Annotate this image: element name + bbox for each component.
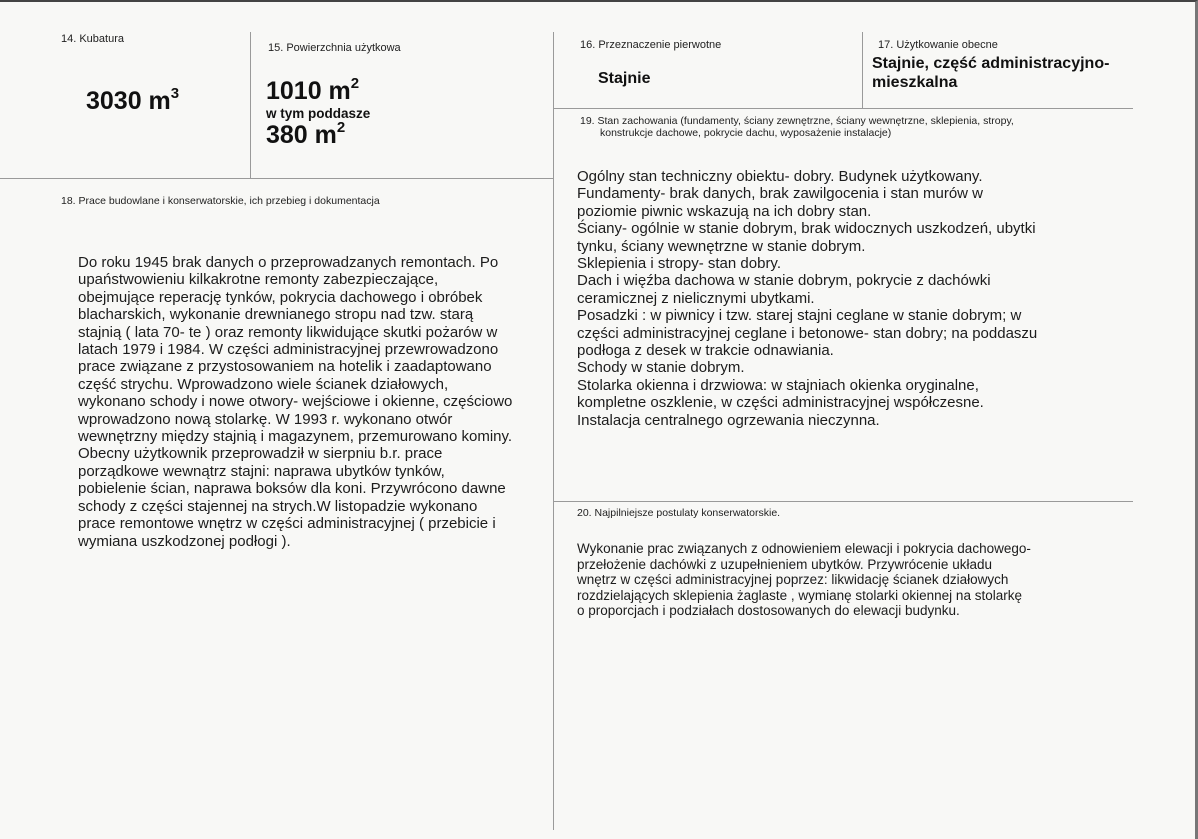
text-line: Stolarka okienna i drzwiowa: w stajniach okienka oryginalne, — [577, 376, 979, 394]
text-line: rozdzielających sklepienia żaglaste , wymianę stolarki okiennej na stolarkę — [577, 587, 1022, 603]
divider — [0, 178, 553, 179]
text-line: tynku, ściany wewnętrzne w stanie dobrym. — [577, 237, 866, 255]
text-line: Fundamenty- brak danych, brak zawilgocenia i stan murów w — [577, 185, 984, 203]
text-line: wymiana uszkodzonej podłogi ). — [78, 532, 291, 550]
text-line: Instalacja centralnego ogrzewania nieczynna. — [577, 411, 880, 429]
text-line: stajnią ( lata 70- te ) oraz remonty likwidujące skutki pożarów w — [78, 323, 498, 341]
field-14-value — [86, 87, 179, 116]
text-line: wnętrz w części administracyjnej poprzez: likwidację ścianek działowych — [577, 572, 1009, 588]
text-line: poziomie piwnic wskazują na ich dobry stan. — [577, 202, 872, 220]
divider — [862, 32, 863, 108]
area-value: 1010 m — [266, 77, 351, 105]
field-20-label: 20. Najpilniejsze postulaty konserwatorskie. — [577, 507, 781, 519]
field-14-label: 14. Kubatura — [61, 33, 124, 45]
field-15-sub-label: w tym poddasze — [266, 106, 371, 121]
attic-area-value: 380 m — [266, 121, 337, 149]
text-line: części administracyjnej ceglane i betonowe- stan dobry; na poddaszu — [577, 324, 1038, 342]
text-line: Wykonanie prac związanych z odnowieniem elewacji i pokrycia dachowego- — [577, 541, 1031, 556]
text-line: Ogólny stan techniczny obiektu- dobry. Budynek użytkowany. — [577, 168, 983, 185]
field-16-label: 16. Przeznaczenie pierwotne — [580, 39, 722, 51]
text-line: upaństwowieniu kilkakrotne remonty zabezpieczające, — [78, 271, 439, 289]
text-line: wykonano schody i nowe otwory- wejściowe i okienne, częściowo — [78, 393, 513, 411]
text-line: schody z części stajennej na strych.W listopadzie wykonano — [78, 497, 478, 515]
unit-exponent: 3 — [170, 85, 180, 102]
field-16-value: Stajnie — [598, 70, 651, 87]
text-line: Dach i więźba dachowa w stanie dobrym, pokrycie z dachówki — [577, 272, 991, 290]
text-line: blacharskich, wykonanie drewnianego stropu nad tzw. starą — [78, 306, 474, 324]
text-line: Ściany- ogólnie w stanie dobrym, brak widocznych uszkodzeń, ubytki — [577, 220, 1036, 238]
text-line: prace związane z przystosowaniem na hotelik i zaadaptowano — [78, 358, 492, 376]
field-15-label: 15. Powierzchnia użytkowa — [268, 42, 401, 54]
field-17-value-line2: mieszkalna — [872, 74, 958, 91]
text-line: prace remontowe wnętrz w części administracyjnej ( przebicie i — [78, 515, 496, 533]
text-line: obejmujące reperację tynków, pokrycia dachowego i obróbek — [78, 288, 483, 306]
text-line: Posadzki : w piwnicy i tzw. starej stajni ceglane w stanie dobrym; w — [577, 307, 1022, 325]
field-17-value-line1: Stajnie, część administracyjno- — [872, 55, 1110, 72]
text-line: latach 1979 i 1984. W części administracyjnej przewrowadzono — [78, 341, 499, 359]
unit-exponent: 2 — [336, 119, 346, 136]
field-18-text — [78, 254, 512, 550]
text-line: wewnętrzny między stajnią i magazynem, przemurowano kominy. — [78, 428, 513, 446]
field-19-label-line2: konstrukcje dachowe, pokrycie dachu, wyposażenie instalacje) — [600, 127, 892, 139]
text-line: wprowadzono nową stolarkę. W 1993 r. wykonano otwór — [78, 410, 453, 428]
text-line: przełożenie dachówki z uzupełnieniem ubytków. Przywrócenie układu — [577, 556, 992, 572]
field-15-sub-value — [266, 121, 345, 150]
text-line: pobielenie ścian, naprawa boksów dla koni. Przywrócono dawne — [78, 480, 506, 498]
kubatura-value: 3030 m — [86, 87, 171, 115]
text-line: porządkowe wewnątrz stajni: naprawa ubytków tynków, — [78, 462, 445, 480]
text-line: część strychu. Wprowadzono wiele ścianek działowych, — [78, 375, 449, 393]
divider — [553, 501, 1133, 502]
unit-exponent: 2 — [350, 75, 360, 92]
field-17-label: 17. Użytkowanie obecne — [878, 39, 998, 51]
text-line: podłoga z desek w trakcie odnawiania. — [577, 342, 834, 360]
text-line: ceramicznej z nielicznymi ubytkami. — [577, 289, 815, 307]
text-line: Sklepienia i stropy- stan dobry. — [577, 255, 781, 273]
field-19-label-line1: 19. Stan zachowania (fundamenty, ściany zewnętrzne, ściany wewnętrzne, sklepienia, stropy, — [580, 115, 1014, 127]
text-line: kompletne oszklenie, w części administracyjnej współczesne. — [577, 394, 984, 412]
divider — [553, 32, 554, 830]
field-20-text — [577, 541, 1031, 619]
text-line: Obecny użytkownik przeprowadził w sierpniu b.r. prace — [78, 445, 443, 463]
field-19-text — [577, 168, 1037, 429]
text-line: Schody w stanie dobrym. — [577, 359, 745, 377]
text-line: Do roku 1945 brak danych o przeprowadzanych remontach. Po — [78, 254, 499, 271]
divider — [553, 108, 1133, 109]
field-18-label: 18. Prace budowlane i konserwatorskie, ich przebieg i dokumentacja — [61, 195, 380, 207]
field-15-value — [266, 77, 359, 106]
text-line: o proporcjach i podziałach dostosowanych do elewacji budynku. — [577, 603, 960, 619]
divider — [250, 32, 251, 178]
